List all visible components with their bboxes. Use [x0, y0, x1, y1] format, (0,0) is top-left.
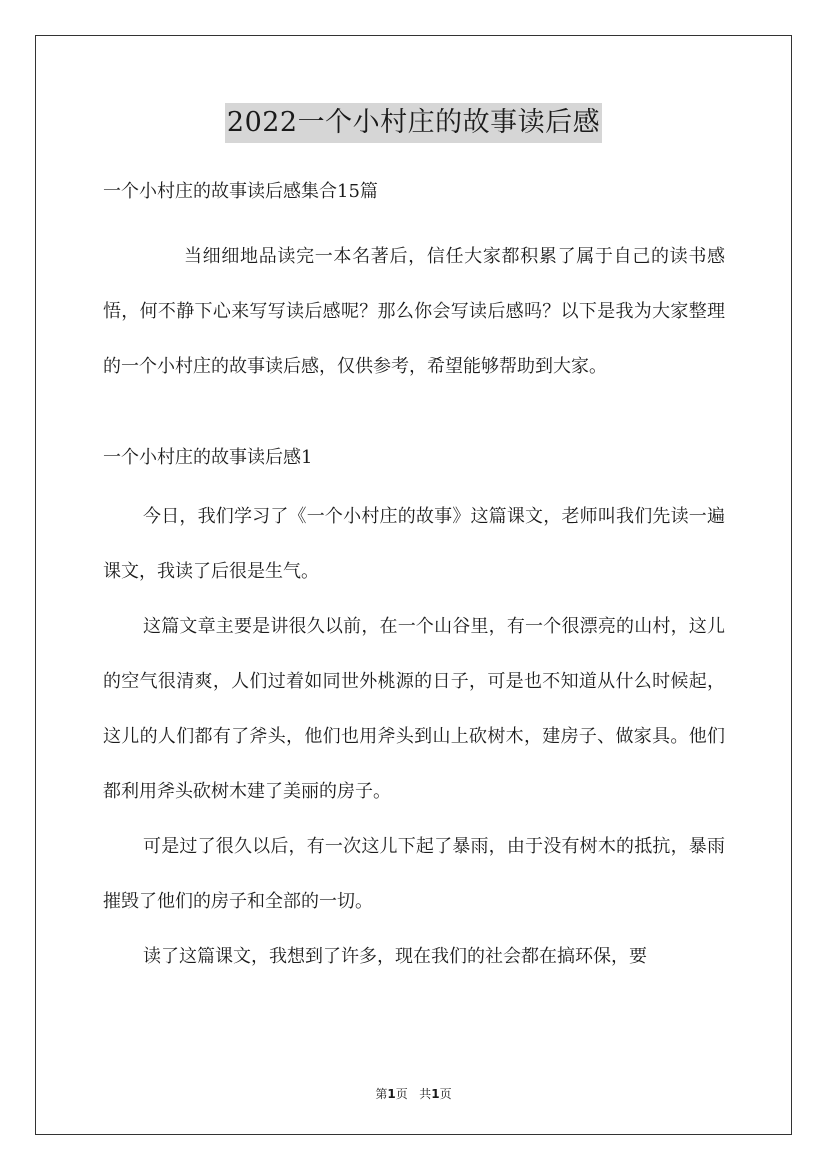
body-paragraph-1: 今日，我们学习了《一个小村庄的故事》这篇课文，老师叫我们先读一遍课文，我读了后很是生气。: [103, 506, 725, 582]
total-suffix: 页: [439, 1087, 452, 1101]
document-title: 2022一个小村庄的故事读后感: [225, 103, 602, 143]
document-subtitle: 一个小村庄的故事读后感集合15篇: [103, 181, 378, 202]
body-paragraph-3: 可是过了很久以后，有一次这儿下起了暴雨，由于没有树木的抵抗，暴雨摧毁了他们的房子和全部的一切。: [103, 836, 725, 912]
page-footer: [0, 1085, 827, 1102]
body-paragraph-4: 读了这篇课文，我想到了许多，现在我们的社会都在搞环保，要: [143, 946, 647, 967]
document-body: [103, 178, 725, 984]
body-paragraph-2: 这篇文章主要是讲很久以前，在一个山谷里，有一个很漂亮的山村，这儿的空气很清爽，人们过着如同世外桃源的日子，可是也不知道从什么时候起，这儿的人们都有了斧头，他们也用斧头到山上砍树木，建房子、做家具。他们都利用斧头砍树木建了美丽的房子。: [103, 616, 725, 802]
title-wrap: [0, 103, 827, 143]
page-number: 1: [387, 1087, 396, 1101]
total-pages: 1: [431, 1087, 440, 1101]
section-heading: 一个小村庄的故事读后感1: [103, 447, 313, 468]
total-prefix: 共: [419, 1087, 432, 1101]
intro-paragraph: 当细细地品读完一本名著后，信任大家都积累了属于自己的读书感悟，何不静下心来写写读后感呢？那么你会写读后感吗？以下是我为大家整理的一个小村庄的故事读后感，仅供参考，希望能够帮助到大家。: [103, 246, 725, 377]
page-suffix: 页: [395, 1087, 408, 1101]
page-prefix: 第: [375, 1087, 388, 1101]
